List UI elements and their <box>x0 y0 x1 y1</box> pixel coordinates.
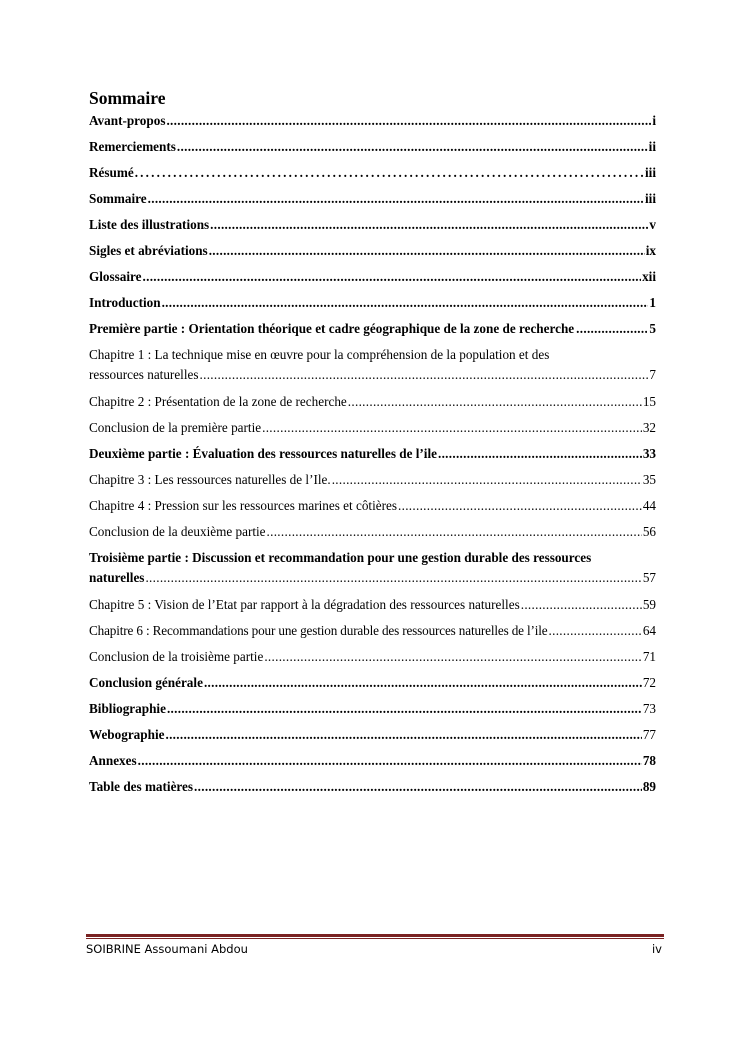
toc-entry-label-continued: naturelles <box>89 570 145 585</box>
dot-leader <box>177 137 648 156</box>
toc-entry-label: Chapitre 3 : Les ressources naturelles de l’Ile. <box>89 472 331 487</box>
toc-entry-chapitre-4[interactable] <box>89 496 656 515</box>
toc-entry-bibliographie[interactable] <box>89 699 656 718</box>
toc-entry-resume[interactable] <box>89 163 656 182</box>
toc-entry-page: 57 <box>642 570 656 585</box>
toc-entry-liste-illustrations[interactable] <box>89 215 656 234</box>
toc-entry-label: Chapitre 1 : La technique mise en œuvre pour la compréhension de la population et des <box>89 347 550 362</box>
toc-entry-page: 56 <box>642 524 656 539</box>
table-of-contents <box>89 111 656 803</box>
toc-entry-chapitre-3[interactable] <box>89 470 656 489</box>
dot-leader <box>209 241 645 260</box>
toc-entry-page: v <box>649 217 656 232</box>
toc-entry-page: 72 <box>642 675 656 690</box>
toc-entry-chapitre-1[interactable] <box>89 345 656 385</box>
toc-entry-conclusion-troisieme[interactable] <box>89 647 656 666</box>
toc-entry-page: 32 <box>642 420 656 435</box>
toc-entry-page: iii <box>645 165 656 180</box>
toc-entry-conclusion-generale[interactable] <box>89 673 656 692</box>
toc-entry-page: 78 <box>642 753 656 768</box>
toc-entry-label: Conclusion de la première partie <box>89 420 262 435</box>
toc-entry-troisieme-partie[interactable] <box>89 548 656 588</box>
dot-leader <box>332 470 642 489</box>
dot-leader <box>348 392 642 411</box>
toc-entry-label: Liste des illustrations <box>89 217 210 232</box>
dot-leader <box>210 215 648 234</box>
toc-entry-label: Introduction <box>89 295 161 310</box>
dot-leader <box>165 725 641 744</box>
toc-entry-page: ii <box>648 139 656 154</box>
toc-entry-chapitre-6[interactable] <box>89 621 656 640</box>
page-title: Sommaire <box>89 88 166 108</box>
toc-entry-page: 35 <box>642 472 656 487</box>
toc-entry-page: 71 <box>642 649 656 664</box>
toc-entry-deuxieme-partie[interactable] <box>89 444 656 463</box>
toc-entry-page: 64 <box>642 623 656 638</box>
toc-entry-sigles[interactable] <box>89 241 656 260</box>
toc-entry-page: 33 <box>642 446 656 461</box>
toc-entry-premiere-partie[interactable] <box>89 319 656 338</box>
toc-entry-label: Annexes <box>89 753 137 768</box>
dot-leader <box>200 365 649 385</box>
toc-entry-sommaire[interactable] <box>89 189 656 208</box>
toc-entry-chapitre-5[interactable] <box>89 595 656 614</box>
toc-entry-page: 77 <box>642 727 656 742</box>
dot-leader <box>135 163 644 182</box>
dot-leader <box>398 496 642 515</box>
toc-entry-page: 59 <box>642 597 656 612</box>
toc-entry-label: Chapitre 5 : Vision de l’Etat par rapport à la dégradation des ressources naturelles <box>89 597 520 612</box>
toc-entry-label: Résumé <box>89 165 134 180</box>
toc-entry-label: Chapitre 4 : Pression sur les ressources marines et côtières <box>89 498 397 513</box>
toc-entry-avant-propos[interactable] <box>89 111 656 130</box>
toc-entry-conclusion-premiere[interactable] <box>89 418 656 437</box>
dot-leader <box>262 418 642 437</box>
toc-entry-remerciements[interactable] <box>89 137 656 156</box>
toc-entry-page: i <box>652 113 656 128</box>
toc-entry-chapitre-2[interactable] <box>89 392 656 411</box>
toc-entry-label: Conclusion de la troisième partie <box>89 649 264 664</box>
dot-leader <box>521 595 642 614</box>
toc-entry-label: Chapitre 2 : Présentation de la zone de recherche <box>89 394 347 409</box>
dot-leader <box>194 777 642 796</box>
toc-entry-page: 1 <box>649 295 656 310</box>
toc-entry-table-des-matieres[interactable] <box>89 777 656 796</box>
toc-entry-glossaire[interactable] <box>89 267 656 286</box>
toc-entry-label: Table des matières <box>89 779 194 794</box>
toc-entry-label: Chapitre 6 : Recommandations pour une gestion durable des ressources naturelles de l’ile <box>89 623 548 638</box>
toc-entry-label: Avant-propos <box>89 113 166 128</box>
dot-leader <box>267 522 642 541</box>
toc-entry-webographie[interactable] <box>89 725 656 744</box>
toc-entry-label: Webographie <box>89 727 165 742</box>
toc-entry-label: Conclusion générale <box>89 675 203 690</box>
toc-entry-label: Troisième partie : Discussion et recommandation pour une gestion durable des ressources <box>89 550 592 565</box>
dot-leader <box>576 319 647 338</box>
toc-entry-label-continued: ressources naturelles <box>89 367 199 382</box>
dot-leader <box>549 621 642 640</box>
dot-leader <box>166 111 651 130</box>
footer-rule-thin <box>86 938 664 939</box>
footer-rule-thick <box>86 934 664 937</box>
dot-leader <box>162 293 649 312</box>
dot-leader <box>148 189 644 208</box>
toc-entry-page: 7 <box>649 367 656 382</box>
footer-page-number: iv <box>651 942 662 956</box>
toc-entry-label: Sigles et abréviations <box>89 243 208 258</box>
dot-leader <box>204 673 642 692</box>
toc-entry-label: Glossaire <box>89 269 142 284</box>
toc-entry-page: iii <box>645 191 656 206</box>
toc-entry-page: xii <box>642 269 656 284</box>
dot-leader <box>264 647 641 666</box>
toc-entry-page: 44 <box>642 498 656 513</box>
toc-entry-label: Sommaire <box>89 191 147 206</box>
toc-entry-label: Bibliographie <box>89 701 166 716</box>
toc-entry-label: Deuxième partie : Évaluation des ressources naturelles de l’ile <box>89 446 437 461</box>
dot-leader <box>138 751 642 770</box>
toc-entry-introduction[interactable] <box>89 293 656 312</box>
toc-entry-page: ix <box>645 243 656 258</box>
dot-leader <box>143 267 642 286</box>
toc-entry-page: 15 <box>642 394 656 409</box>
toc-entry-page: 73 <box>642 701 656 716</box>
footer-author: SOIBRINE Assoumani Abdou <box>86 942 248 956</box>
toc-entry-page: 89 <box>642 779 656 794</box>
toc-entry-label: Première partie : Orientation théorique et cadre géographique de la zone de recherche <box>89 321 575 336</box>
toc-entry-label: Conclusion de la deuxième partie <box>89 524 266 539</box>
toc-entry-annexes[interactable] <box>89 751 656 770</box>
dot-leader <box>145 568 641 588</box>
dot-leader <box>167 699 642 718</box>
toc-entry-conclusion-deuxieme[interactable] <box>89 522 656 541</box>
toc-entry-label: Remerciements <box>89 139 176 154</box>
toc-entry-page: 5 <box>649 321 656 336</box>
dot-leader <box>438 444 642 463</box>
